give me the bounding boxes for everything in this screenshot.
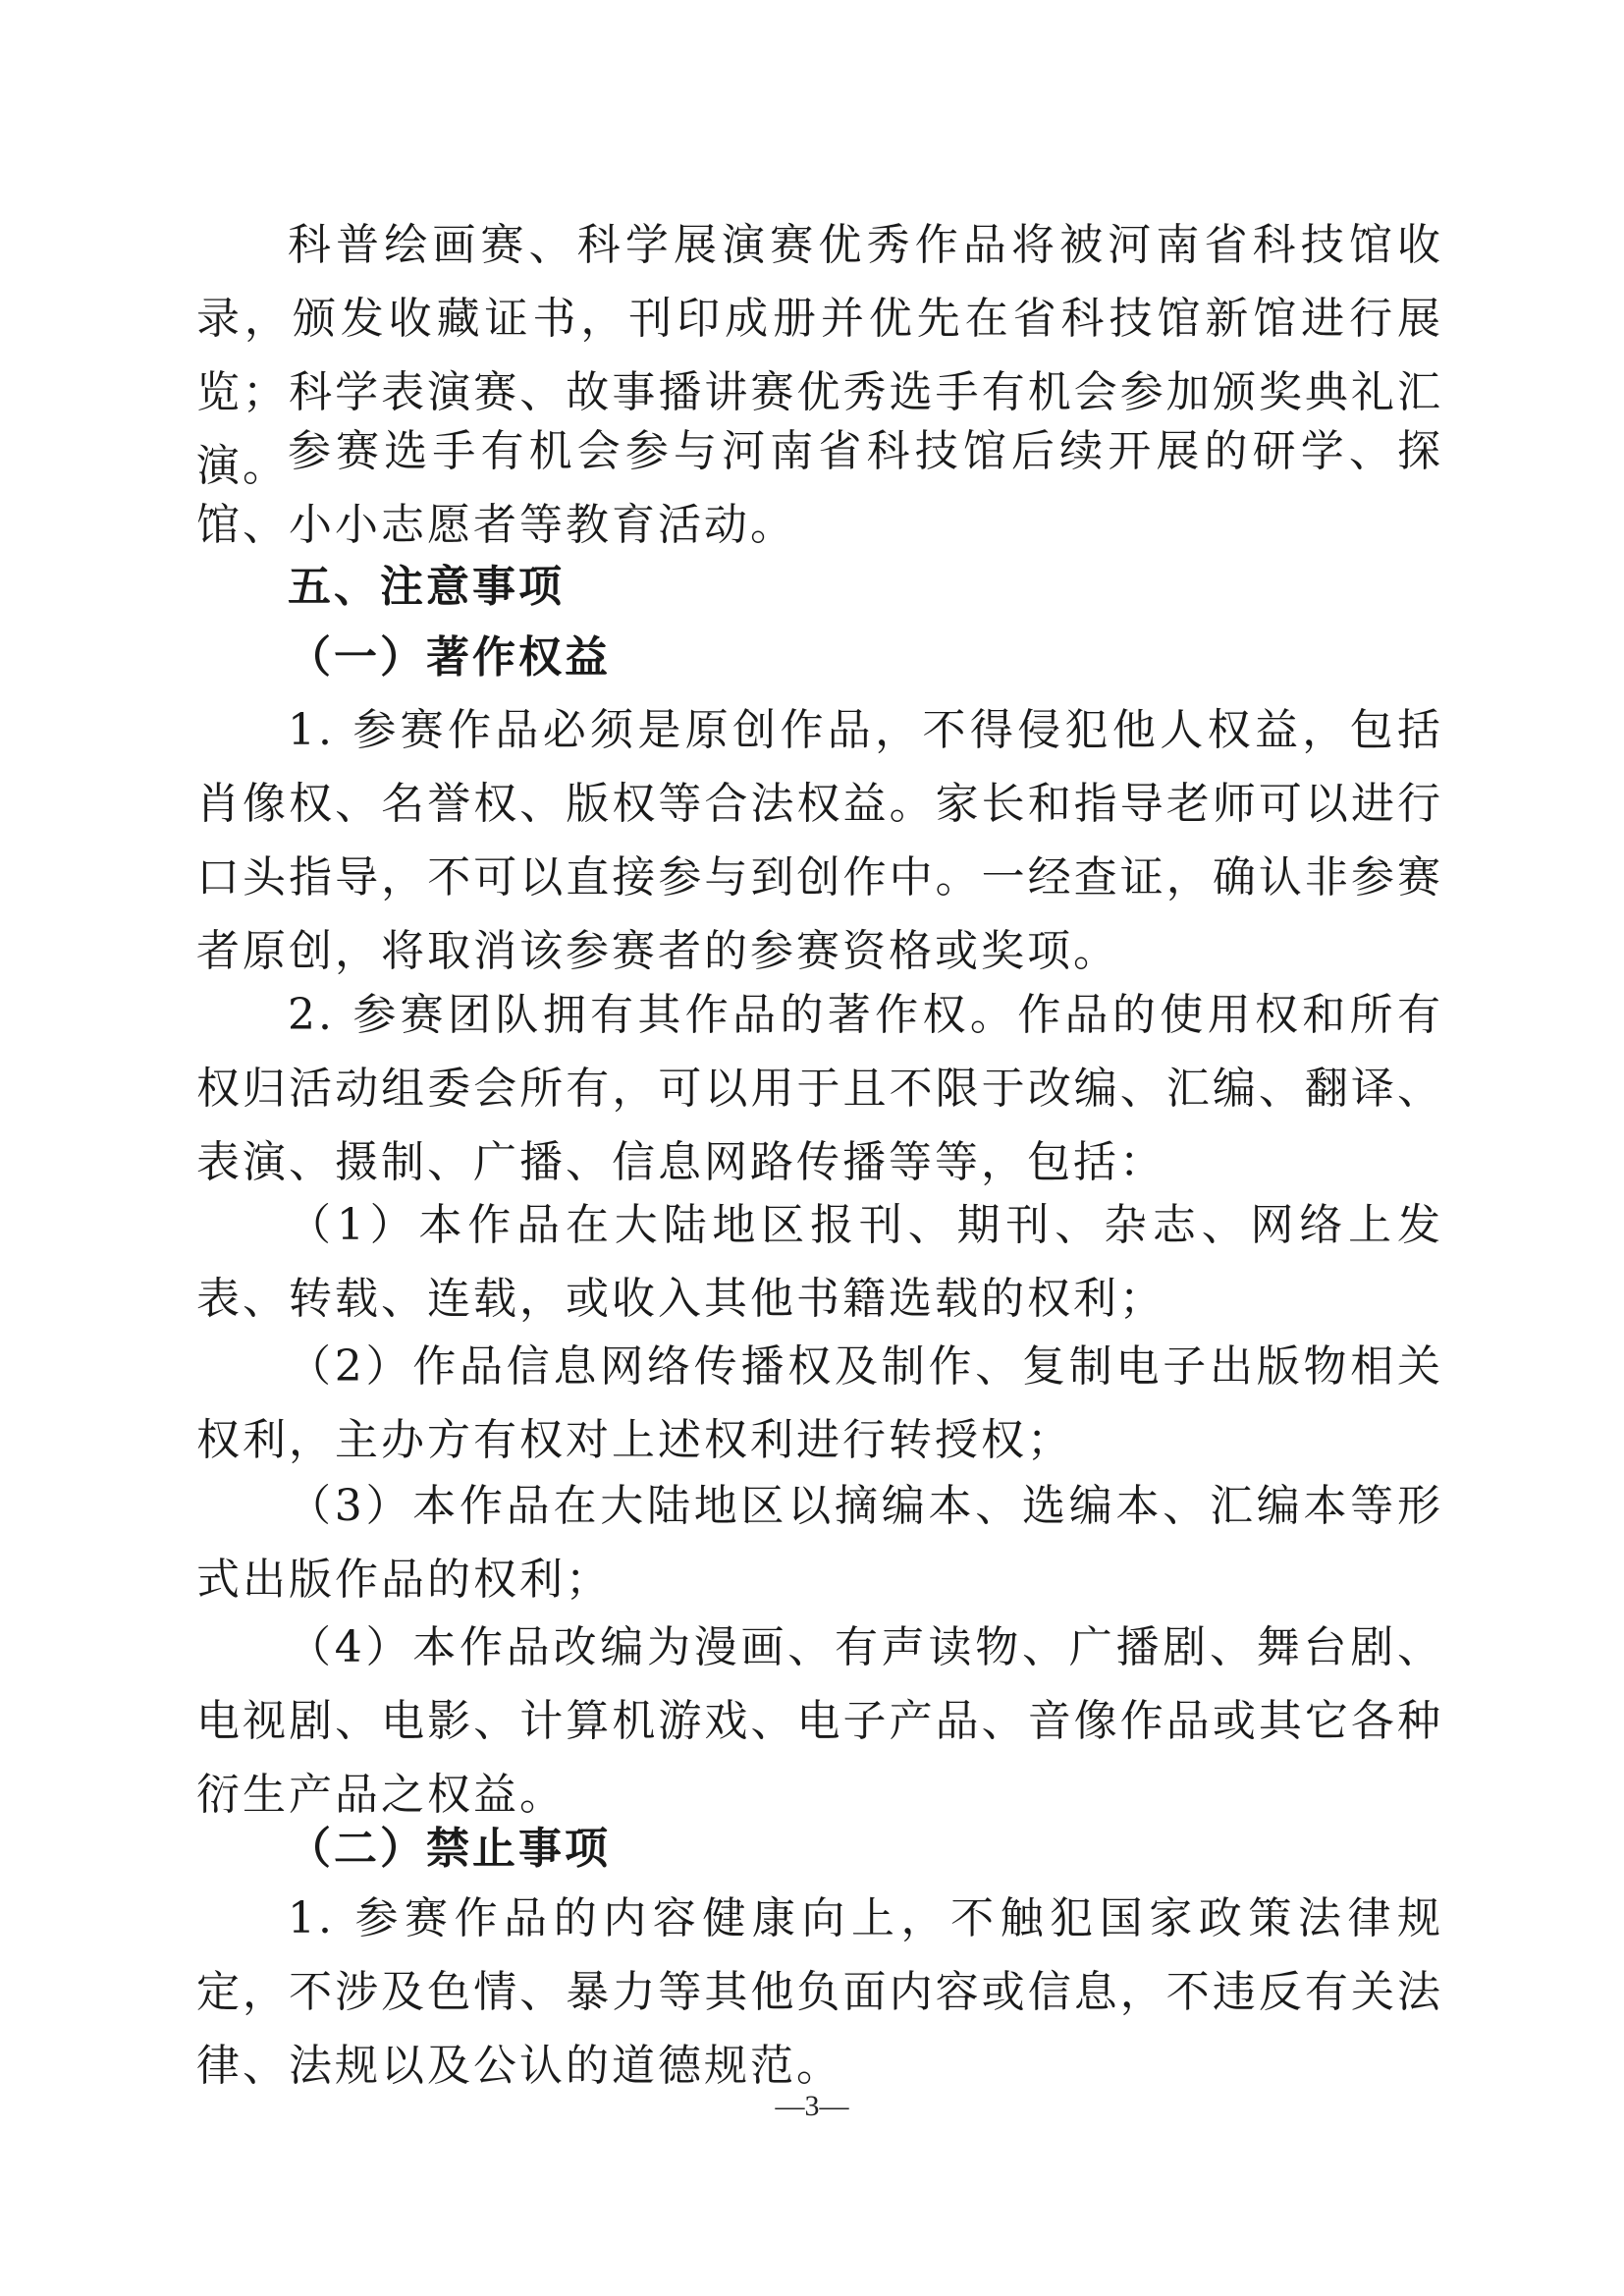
subsection-heading-prohibited: （二）禁止事项 xyxy=(288,1824,611,1874)
paragraph-content-rules: 1. 参赛作品的内容健康向上，不触犯国家政策法律规定，不涉及色情、暴力等其他负面内容或信息，不违反有关法律、法规以及公认的道德规范。 xyxy=(196,1893,1443,2091)
section-heading-notes: 五、注意事项 xyxy=(288,562,565,612)
paragraph-awards: 科普绘画赛、科学展演赛优秀作品将被河南省科技馆收录，颁发收藏证书，刊印成册并优先在省科技馆新馆进行展览；科学表演赛、故事播讲赛优秀选手有机会参加颁奖典礼汇演。 xyxy=(196,220,1443,491)
paragraph-copyright-ownership: 2. 参赛团队拥有其作品的著作权。作品的使用权和所有权归活动组委会所有，可以用于且不限于改编、汇编、翻译、表演、摄制、广播、信息网路传播等等，包括： xyxy=(196,990,1443,1187)
page-number: —3— xyxy=(775,2090,849,2122)
paragraph-right-1: （1）本作品在大陆地区报刊、期刊、杂志、网络上发表、转载、连载，或收入其他书籍选载的权利； xyxy=(196,1200,1443,1324)
paragraph-right-2: （2）作品信息网络传播权及制作、复制电子出版物相关权利，主办方有权对上述权利进行转授权； xyxy=(196,1341,1443,1465)
paragraph-activities: 参赛选手有机会参与河南省科技馆后续开展的研学、探馆、小小志愿者等教育活动。 xyxy=(196,426,1443,550)
subsection-heading-copyright: （一）著作权益 xyxy=(288,632,611,683)
paragraph-right-4: （4）本作品改编为漫画、有声读物、广播剧、舞台剧、电视剧、电影、计算机游戏、电子产品、音像作品或其它各种衍生产品之权益。 xyxy=(196,1622,1443,1820)
paragraph-right-3: （3）本作品在大陆地区以摘编本、选编本、汇编本等形式出版作品的权利； xyxy=(196,1481,1443,1605)
paragraph-originality: 1. 参赛作品必须是原创作品，不得侵犯他人权益，包括肖像权、名誉权、版权等合法权益。家长和指导老师可以进行口头指导，不可以直接参与到创作中。一经查证，确认非参赛者原创，将取消该参赛者的参赛资格或奖项。 xyxy=(196,705,1443,976)
